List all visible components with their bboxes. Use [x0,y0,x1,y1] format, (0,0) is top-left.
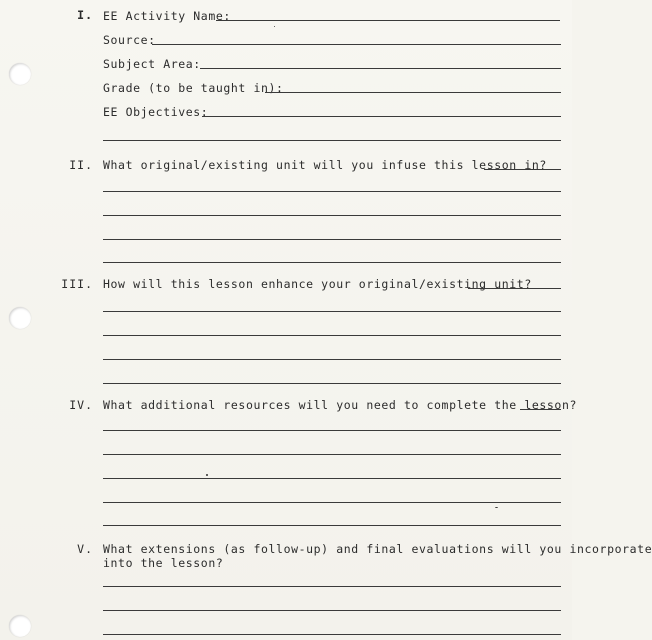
activity-name-line[interactable] [216,20,560,21]
grade-line[interactable] [265,92,561,93]
section-5-answer-line-3[interactable] [103,634,561,635]
ee-objectives-line-2[interactable] [103,140,561,141]
section-2-numeral: II. [69,158,93,172]
section-2-answer-line-2[interactable] [103,191,561,192]
section-4-answer-line-4[interactable] [103,478,561,479]
section-2-answer-line-4[interactable] [103,239,561,240]
section-3-numeral: III. [61,277,93,291]
section-2-answer-line-3[interactable] [103,215,561,216]
section-3-answer-line-4[interactable] [103,359,561,360]
binder-hole-middle [9,307,31,329]
section-4-answer-line-1[interactable] [520,409,561,410]
subject-area-label: Subject Area: [103,57,201,71]
section-3-answer-line-1[interactable] [468,288,561,289]
section-2-answer-line-1[interactable] [484,169,561,170]
section-5-answer-line-1[interactable] [103,586,561,587]
grade-label: Grade (to be taught in): [103,81,284,95]
scan-speck [274,26,275,27]
source-line[interactable] [152,44,561,45]
ee-objectives-label: EE Objectives: [103,105,209,119]
binder-hole-top [9,63,31,85]
section-5-question-line-2: into the lesson? [103,556,224,570]
section-1-numeral: I. [77,8,93,22]
section-5-question-line-1: What extensions (as follow-up) and final evaluations will you incorporate [103,542,652,556]
activity-name-label: EE Activity Name: [103,9,231,23]
section-3-answer-line-2[interactable] [103,311,561,312]
scan-speck [206,474,208,476]
scan-speck [495,507,498,508]
section-2-question: What original/existing unit will you infuse this lesson in? [103,158,547,172]
section-2-answer-line-5[interactable] [103,262,561,263]
binder-hole-bottom [9,615,31,637]
section-3-answer-line-3[interactable] [103,335,561,336]
section-4-question: What additional resources will you need to complete the lesson? [103,398,577,412]
source-label: Source: [103,33,156,47]
section-5-answer-line-2[interactable] [103,610,561,611]
subject-area-line[interactable] [200,68,561,69]
section-3-question: How will this lesson enhance your original/existing unit? [103,277,532,291]
section-3-answer-line-5[interactable] [103,383,561,384]
section-4-answer-line-2[interactable] [103,430,561,431]
section-4-numeral: IV. [69,398,93,412]
section-4-answer-line-3[interactable] [103,454,561,455]
ee-objectives-line-1[interactable] [202,116,561,117]
section-5-numeral: V. [77,542,93,556]
section-4-answer-line-5[interactable] [103,502,561,503]
section-4-answer-line-6[interactable] [103,525,561,526]
